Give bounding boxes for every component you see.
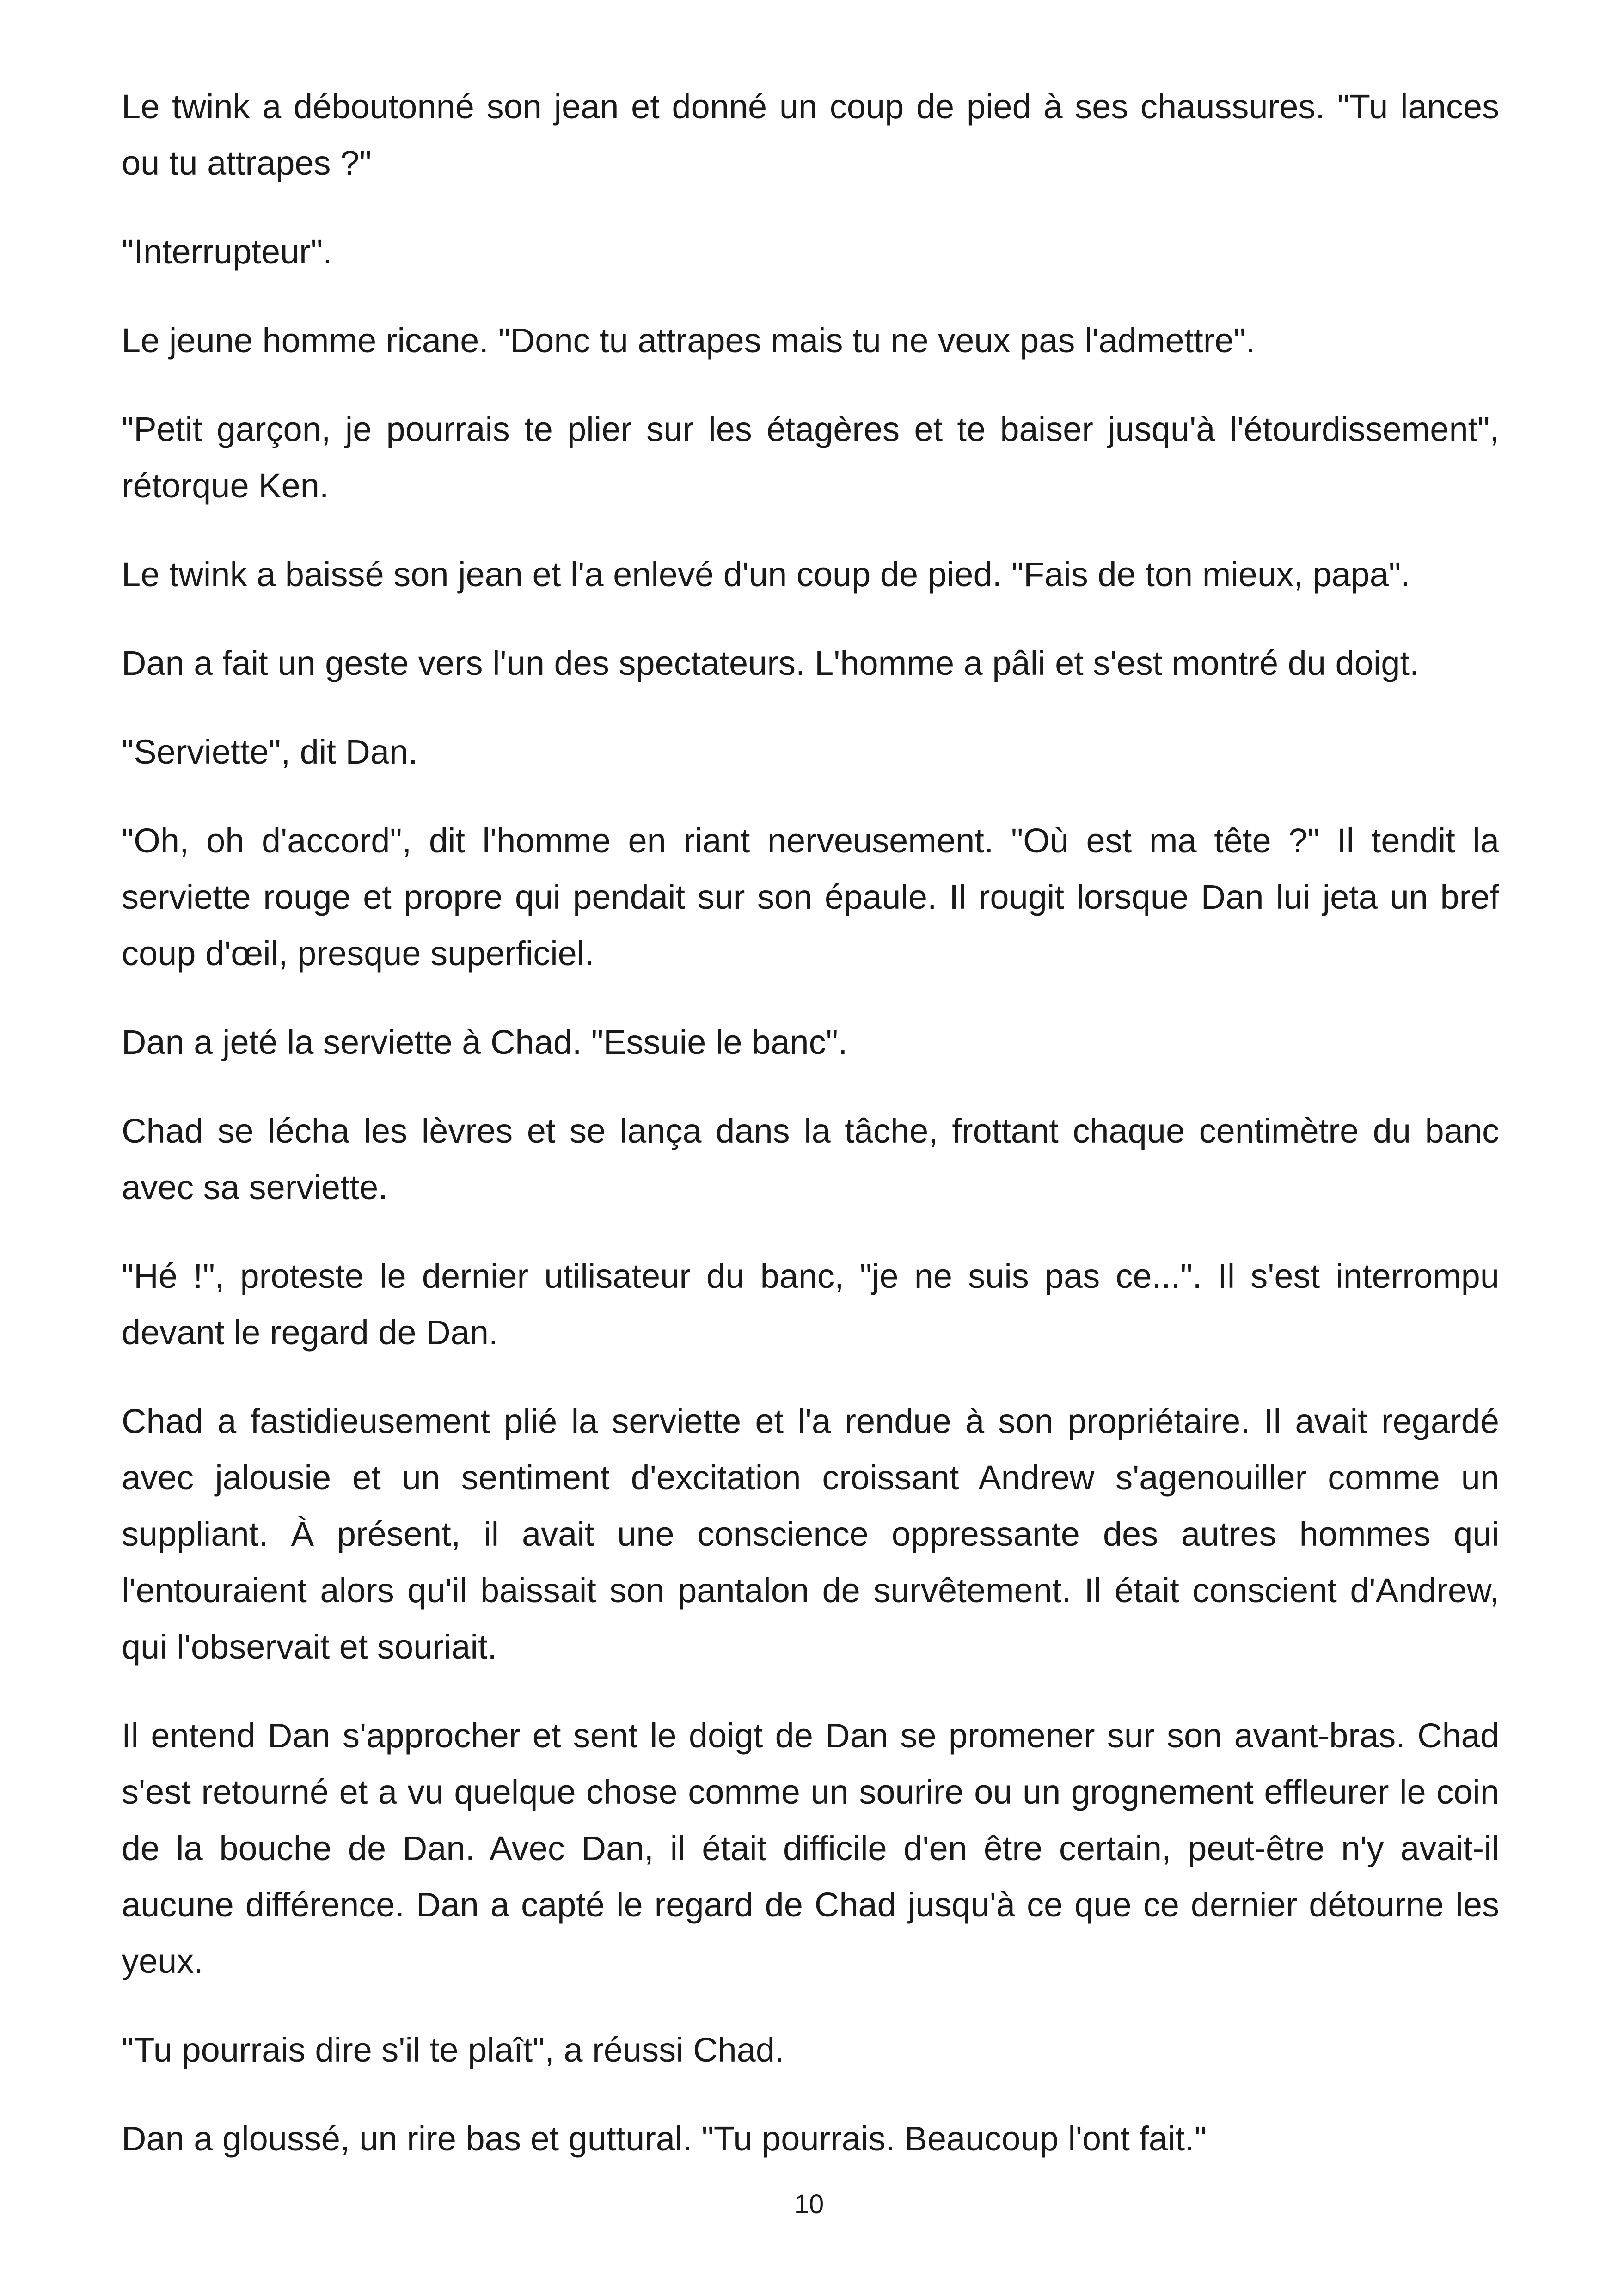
paragraph: Dan a fait un geste vers l'un des spectateurs. L'homme a pâli et s'est montré du doigt. bbox=[122, 644, 1419, 682]
paragraph: Le jeune homme ricane. "Donc tu attrapes mais tu ne veux pas l'admettre". bbox=[122, 321, 1256, 360]
paragraph: "Interrupteur". bbox=[122, 233, 332, 271]
paragraph: Chad a fastidieusement plié la serviette et l'a rendue à son propriétaire. Il avait regardé avec jalousie et un sentiment d'excitation croissant Andrew s'agenouiller comme un suppliant. À présent, il avait une conscience oppressante des autres hommes qui l'entouraient alors qu'il baissait son pantalon de survêtement. Il était conscient d'Andrew, qui l'observait et souriait. bbox=[122, 1402, 1499, 1666]
paragraph: "Hé !", proteste le dernier utilisateur du banc, "je ne suis pas ce...". Il s'est interrompu devant le regard de Dan. bbox=[122, 1257, 1499, 1352]
paragraph: Dan a gloussé, un rire bas et guttural. "Tu pourrais. Beaucoup l'ont fait." bbox=[122, 2119, 1207, 2158]
paragraph: "Petit garçon, je pourrais te plier sur les étagères et te baiser jusqu'à l'étourdissement", rétorque Ken. bbox=[122, 410, 1499, 505]
body-text bbox=[122, 79, 1499, 2199]
paragraph: Le twink a déboutonné son jean et donné un coup de pied à ses chaussures. "Tu lances ou tu attrapes ?" bbox=[122, 87, 1499, 182]
paragraph: Il entend Dan s'approcher et sent le doigt de Dan se promener sur son avant-bras. Chad s'est retourné et a vu quelque chose comme un sourire ou un grognement effleurer le coin de la bouche de Dan. Avec Dan, il était difficile d'en être certain, peut-être n'y avait-il aucune différence. Dan a capté le regard de Chad jusqu'à ce que ce dernier détourne les yeux. bbox=[122, 1716, 1499, 1980]
paragraph: Le twink a baissé son jean et l'a enlevé d'un coup de pied. "Fais de ton mieux, papa". bbox=[122, 555, 1410, 594]
page-number: 10 bbox=[794, 2189, 824, 2219]
paragraph: Chad se lécha les lèvres et se lança dans la tâche, frottant chaque centimètre du banc avec sa serviette. bbox=[122, 1112, 1499, 1206]
paragraph: "Serviette", dit Dan. bbox=[122, 733, 418, 771]
paragraph: Dan a jeté la serviette à Chad. "Essuie le banc". bbox=[122, 1023, 848, 1061]
paragraph: "Tu pourrais dire s'il te plaît", a réussi Chad. bbox=[122, 2031, 784, 2069]
paragraph: "Oh, oh d'accord", dit l'homme en riant nerveusement. "Où est ma tête ?" Il tendit la serviette rouge et propre qui pendait sur son épaule. Il rougit lorsque Dan lui jeta un bref coup d'œil, presque superficiel. bbox=[122, 821, 1499, 973]
